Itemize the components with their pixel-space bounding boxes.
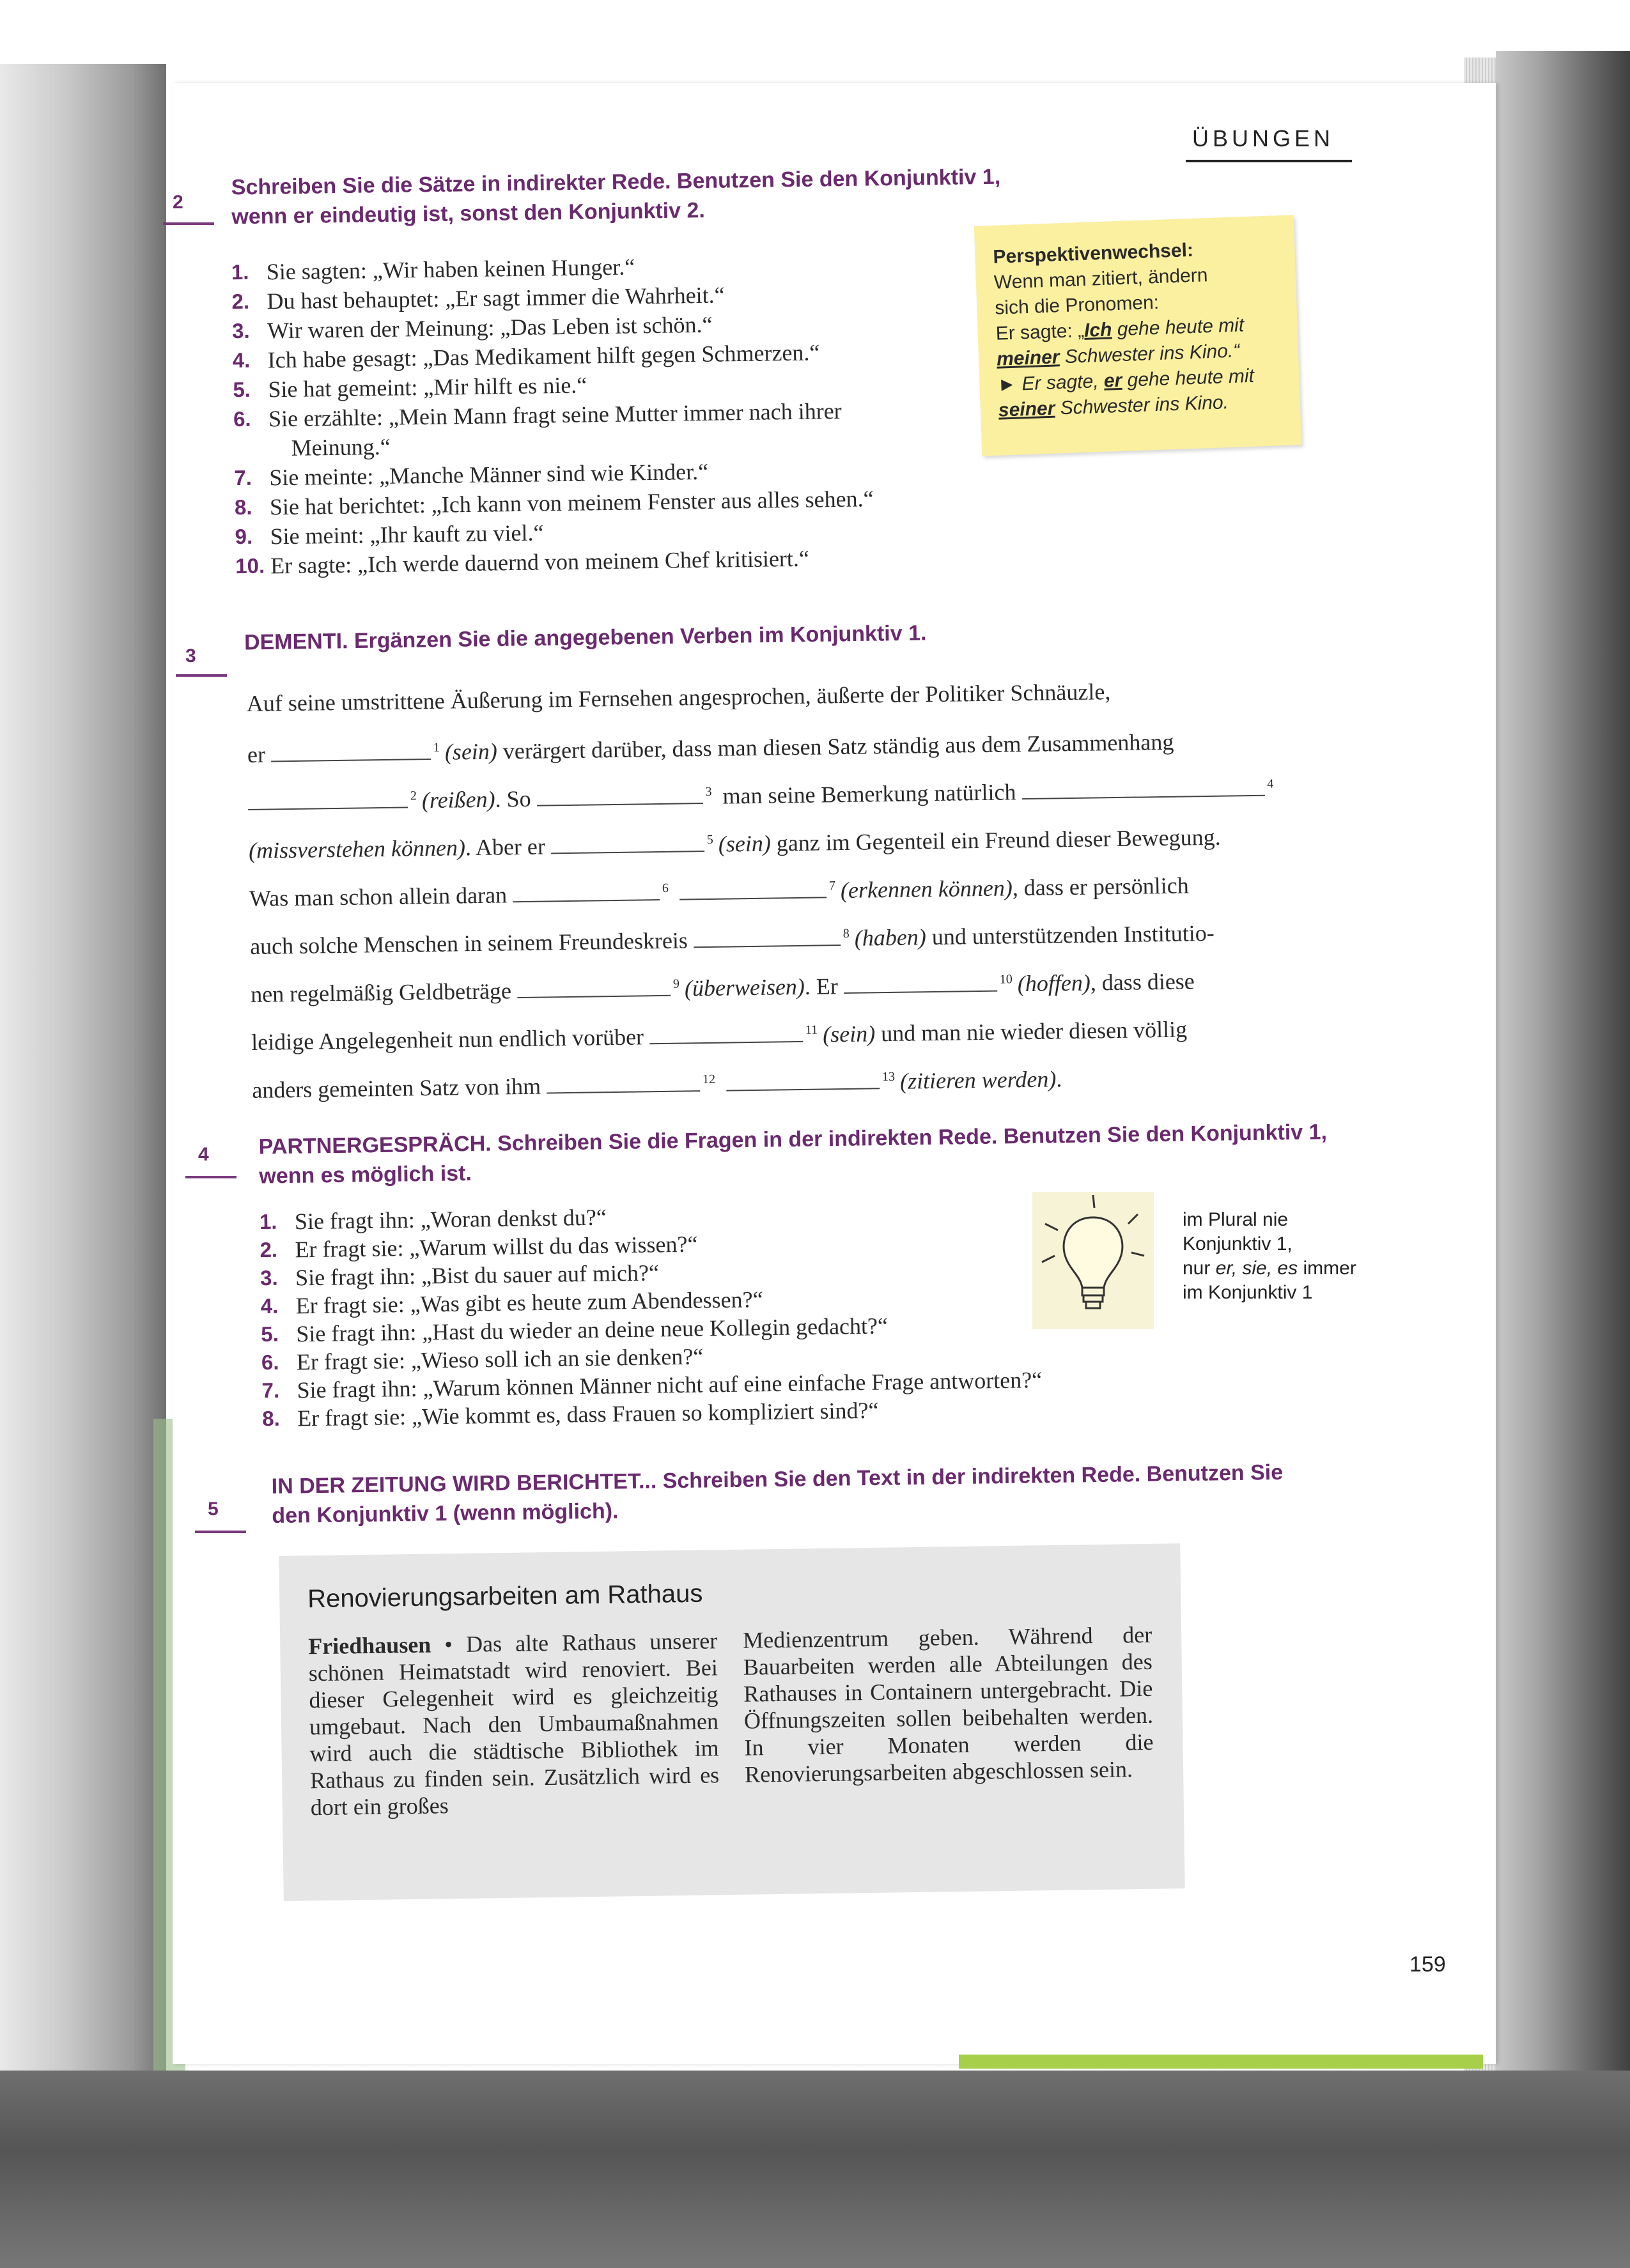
list-item: 2. Er fragt sie: „Warum willst du das wissen?“: [260, 1231, 698, 1263]
page-number: 159: [1409, 1952, 1446, 1977]
exercise-4-number: 4: [198, 1144, 209, 1165]
lightbulb-icon: [1032, 1192, 1154, 1329]
list-item: 8. Er fragt sie: „Wie kommt es, dass Frauen so kompliziert sind?“: [261, 1397, 879, 1431]
list-item: 1. Sie fragt ihn: „Woran denkst du?“: [259, 1204, 607, 1235]
newspaper-article: [279, 1543, 1184, 1901]
note-line: sich die Pronomen:: [994, 291, 1160, 319]
header-rule: [1186, 160, 1352, 162]
article-column-2: Medienzentrum geben. Während der Bauarbeiten werden alle Abteilungen des Rathauses in Containern untergebracht. Die Öffnungszeiten sollen beibehalten werden. In vier Monaten werden die Renovierungsarbeiten abgeschlossen sein.: [742, 1621, 1154, 1787]
text-line: leidige Angelegenheit nun endlich vorüber $^{11}$ (sein) und man nie wieder diesen völlig: [251, 1016, 1188, 1055]
section-header: ÜBUNGEN: [1192, 125, 1335, 151]
exercise-4-marker: [185, 1176, 237, 1178]
text-line: Was man schon allein daran $^6$ $^7$ (erkennen können), dass er persönlich: [249, 872, 1190, 911]
answer-gap-5[interactable]: [550, 828, 704, 854]
tip-text: im Plural nie Konjunktiv 1, nur er, sie, es immer im Konjunktiv 1: [1183, 1209, 1356, 1303]
answer-gap-6[interactable]: [513, 876, 660, 902]
note-line: Wenn man zitiert, ändern: [993, 265, 1208, 293]
answer-gap-3[interactable]: [536, 780, 703, 806]
list-item: 6. Sie erzählte: „Mein Mann fragt seine Mutter immer nach ihrer: [233, 397, 842, 432]
exercise-5-title-line2: den Konjunktiv 1 (wenn möglich).: [272, 1499, 619, 1529]
exercise-4-title-line2: wenn es möglich ist.: [259, 1161, 472, 1189]
exercise-2-title: [231, 162, 1001, 232]
note-example-2: ► Er sagte, er gehe heute mit: [997, 365, 1255, 396]
list-item: 5. Sie fragt ihn: „Hast du wieder an deine neue Kollegin gedacht?“: [261, 1313, 889, 1347]
answer-gap-13[interactable]: [726, 1065, 880, 1091]
answer-gap-11[interactable]: [649, 1018, 803, 1044]
tip-illustration: [1032, 1192, 1154, 1329]
exercise-2-list: [231, 247, 984, 581]
arrow-icon: ►: [997, 373, 1017, 396]
answer-gap-4[interactable]: [1021, 772, 1264, 799]
exercise-3-number: 3: [185, 645, 196, 667]
page-bottom-stripe: [959, 2055, 1483, 2069]
text-line: $^2$ (reißen). So $^3$ man seine Bemerkung natürlich $^4$: [248, 771, 1279, 816]
scan-background-left: [0, 64, 166, 2083]
list-item: 4. Er fragt sie: „Was gibt es heute zum Abendessen?“: [260, 1286, 763, 1319]
answer-gap-8[interactable]: [694, 922, 841, 948]
exercise-3-text: [246, 649, 1339, 1112]
exercise-5-marker: [195, 1531, 246, 1533]
exercise-5-title-line1: IN DER ZEITUNG WIRD BERICHTET... Schreiben Sie den Text in der indirekten Rede. Benutzen Sie: [271, 1460, 1284, 1499]
text-line: (missverstehen können). Aber er $^5$ (sein) ganz im Gegenteil ein Freund dieser Bewegung.: [248, 824, 1221, 863]
exercise-5-number: 5: [208, 1499, 219, 1520]
text-line: auch solche Menschen in seinem Freundeskreis $^8$ (haben) und unterstützenden Institutio-: [249, 920, 1215, 959]
note-example-1-cont: meiner Schwester ins Kino.“: [996, 340, 1240, 370]
list-item: 3. Wir waren der Meinung: „Das Leben ist schön.“: [231, 311, 713, 344]
exercise-2-number: 2: [173, 192, 183, 213]
exercise-3-marker: [176, 674, 227, 677]
list-item: 7. Sie fragt ihn: „Warum können Männer nicht auf eine einfache Frage antworten?“: [261, 1367, 1043, 1403]
list-item: 8. Sie hat berichtet: „Ich kann von meinem Fenster aus alles sehen.“: [234, 486, 874, 520]
answer-gap-7[interactable]: [679, 874, 827, 900]
note-example-2-cont: seiner Schwester ins Kino.: [998, 392, 1229, 421]
answer-gap-10[interactable]: [844, 968, 998, 994]
scan-background-top: [0, 0, 1630, 96]
answer-gap-12[interactable]: [547, 1067, 701, 1093]
list-item-continuation: Meinung.“: [291, 433, 391, 461]
text-line: nen regelmäßig Geldbeträge $^9$ (überweisen). Er $^{10}$ (hoffen), dass diese: [250, 968, 1195, 1007]
text-line: Auf seine umstrittene Äußerung im Fernsehen angesprochen, äußerte der Politiker Schnäuzle,: [246, 679, 1111, 716]
exercise-2-title-line2: wenn er eindeutig ist, sonst den Konjunktiv 2.: [231, 198, 706, 229]
list-item: 6. Er fragt sie: „Wieso soll ich an sie denken?“: [261, 1343, 704, 1375]
list-item: 2. Du hast behauptet: „Er sagt immer die Wahrheit.“: [231, 282, 725, 314]
answer-gap-1[interactable]: [271, 736, 431, 762]
list-item: 7. Sie meinte: „Manche Männer sind wie Kinder.“: [234, 458, 709, 491]
article-body: [308, 1621, 1156, 1821]
scan-background-right: [1496, 51, 1630, 2096]
note-example-1: Er sagte: „Ich gehe heute mit: [995, 314, 1245, 344]
list-item: 9. Sie meint: „Ihr kauft zu viel.“: [235, 520, 544, 550]
answer-gap-9[interactable]: [517, 972, 671, 998]
article-place: Friedhausen: [307, 1632, 431, 1660]
list-item: 3. Sie fragt ihn: „Bist du sauer auf mich?“: [260, 1260, 660, 1291]
exercise-2-marker: [163, 222, 214, 225]
list-item: 4. Ich habe gesagt: „Das Medikament hilft gegen Schmerzen.“: [232, 339, 820, 373]
article-column-1: Friedhausen • Das alte Rathaus unserer schönen Heimatstadt wird renoviert. Bei dieser Gelegenheit wird es gleichzeitig umgebaut. Nach den Umbaumaßnahmen wird auch die städtische Bibliothek im Rathaus zu finden sein. Zusätzlich wird es dort ein großes: [307, 1628, 720, 1821]
exercise-3-title: DEMENTI. Ergänzen Sie die angegebenen Verben im Konjunktiv 1.: [244, 621, 927, 655]
exercise-2-title-line1: Schreiben Sie die Sätze in indirekter Rede. Benutzen Sie den Konjunktiv 1,: [231, 164, 1001, 200]
answer-gap-2[interactable]: [248, 783, 408, 810]
perspective-change-note: [974, 215, 1301, 456]
scan-background-bottom: [0, 2071, 1630, 2268]
note-title: Perspektivenwechsel:: [993, 239, 1194, 268]
text-line: er $^1$ (sein) verärgert darüber, dass man diesen Satz ständig aus dem Zusammenhang: [247, 729, 1174, 768]
text-line: anders gemeinten Satz von ihm $^{12}$ $^{13}$ (zitieren werden).: [252, 1062, 1062, 1104]
article-title: Renovierungsarbeiten am Rathaus: [307, 1579, 703, 1614]
exercise-4-title-line1: PARTNERGESPRÄCH. Schreiben Sie die Fragen in der indirekten Rede. Benutzen Sie den Konjunktiv 1,: [258, 1120, 1328, 1159]
list-item: 10. Er sagte: „Ich werde dauernd von meinem Chef kritisiert.“: [235, 545, 810, 579]
list-item: 5. Sie hat gemeint: „Mir hilft es nie.“: [233, 372, 587, 403]
list-item: 1. Sie sagten: „Wir haben keinen Hunger.“: [231, 254, 635, 285]
